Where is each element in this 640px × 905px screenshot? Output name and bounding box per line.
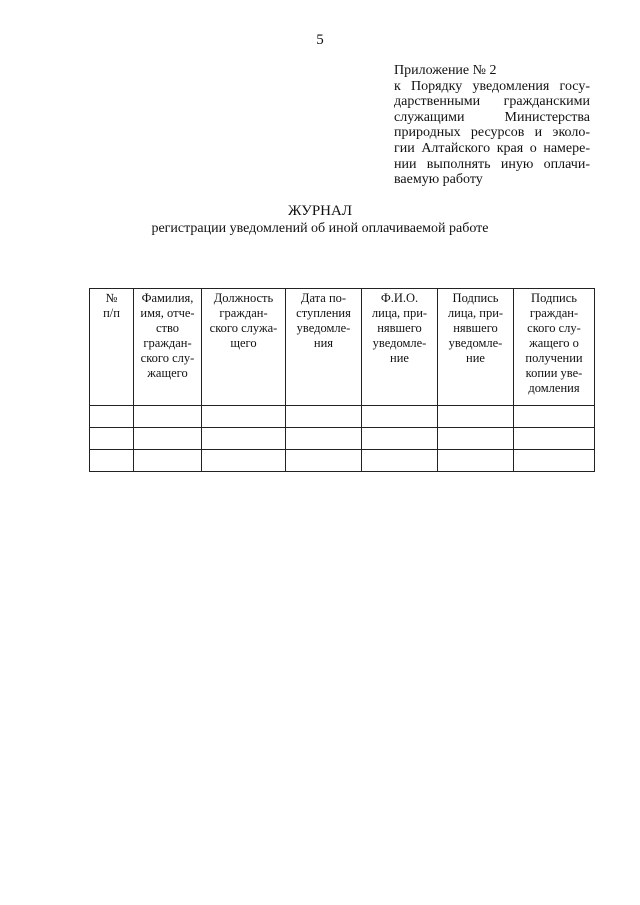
- column-header: [514, 289, 595, 406]
- appendix-text-line: природных ресурсов и эколо-: [394, 125, 590, 141]
- column-header-line: лица, при-: [447, 306, 504, 320]
- column-header-line: уведомле-: [372, 336, 427, 350]
- appendix-text-line: нии выполнять иную оплачи-: [394, 156, 590, 172]
- table-cell[interactable]: [286, 450, 362, 472]
- appendix-note: [394, 63, 590, 188]
- journal-subtitle: регистрации уведомлений об иной оплачиваемой работе: [151, 221, 489, 236]
- column-header: [134, 289, 202, 406]
- column-header-line: уведомле-: [296, 321, 351, 335]
- column-header-line: ния: [313, 336, 334, 350]
- column-header-line: ского слу-: [527, 321, 581, 335]
- table-cell[interactable]: [90, 450, 134, 472]
- table-cell[interactable]: [438, 406, 514, 428]
- table-cell[interactable]: [202, 406, 286, 428]
- column-header-line: ступления: [296, 306, 351, 320]
- column-header-line: жащего: [147, 366, 188, 380]
- column-header-line: домления: [528, 381, 580, 395]
- table-cell[interactable]: [514, 428, 595, 450]
- appendix-heading: Приложение № 2: [394, 63, 497, 78]
- column-header-line: имя, отче-: [140, 306, 195, 320]
- appendix-text-line: гии Алтайского края о намере-: [394, 140, 590, 156]
- column-header-line: уведомле-: [448, 336, 503, 350]
- table-cell[interactable]: [134, 406, 202, 428]
- column-header-line: Фамилия,: [141, 291, 194, 305]
- appendix-text-line: служащими Министерства: [394, 109, 590, 125]
- appendix-text-line: ваемую работу: [394, 172, 483, 188]
- column-header-line: ского слу-: [140, 351, 195, 365]
- table-cell[interactable]: [90, 406, 134, 428]
- table-cell[interactable]: [134, 428, 202, 450]
- column-header-line: граждан-: [143, 336, 192, 350]
- column-header-line: копии уве-: [525, 366, 583, 380]
- column-header-line: Дата по-: [300, 291, 347, 305]
- column-header-line: граждан-: [219, 306, 268, 320]
- column-header-line: ние: [466, 351, 485, 365]
- table-cell[interactable]: [362, 428, 438, 450]
- column-header-line: граждан-: [529, 306, 579, 320]
- table-cell[interactable]: [514, 406, 595, 428]
- column-header: [286, 289, 362, 406]
- journal-title: ЖУРНАЛ: [287, 203, 353, 219]
- column-header-line: Ф.И.О.: [380, 291, 419, 305]
- column-header: [90, 289, 134, 406]
- column-header-line: Подпись: [452, 291, 499, 305]
- table-cell[interactable]: [514, 450, 595, 472]
- column-header-line: Должность: [213, 291, 274, 305]
- table-cell[interactable]: [362, 406, 438, 428]
- column-header-line: №: [105, 291, 118, 305]
- table-cell[interactable]: [286, 428, 362, 450]
- column-header-line: ского служа-: [209, 321, 278, 335]
- column-header-line: нявшего: [453, 321, 498, 335]
- column-header: [362, 289, 438, 406]
- table-body: [90, 406, 595, 472]
- table-cell[interactable]: [286, 406, 362, 428]
- column-header: [438, 289, 514, 406]
- column-header-line: нявшего: [377, 321, 422, 335]
- table-row: [90, 428, 595, 450]
- table-cell[interactable]: [202, 428, 286, 450]
- column-header-line: лица, при-: [371, 306, 428, 320]
- appendix-text-line: к Порядку уведомления госу-: [394, 78, 590, 94]
- table-cell[interactable]: [202, 450, 286, 472]
- table-cell[interactable]: [90, 428, 134, 450]
- column-header: [202, 289, 286, 406]
- table-row: [90, 450, 595, 472]
- table-cell[interactable]: [438, 450, 514, 472]
- page-number: 5: [316, 32, 324, 48]
- column-header-line: ство: [155, 321, 180, 335]
- table-row: [90, 406, 595, 428]
- column-header-line: щего: [230, 336, 257, 350]
- appendix-text: [394, 79, 590, 188]
- column-header-line: ние: [390, 351, 409, 365]
- appendix-text-line: дарственными гражданскими: [394, 94, 590, 110]
- table-cell[interactable]: [438, 428, 514, 450]
- column-header-line: жащего о: [529, 336, 579, 350]
- register-table: [89, 288, 595, 472]
- column-header-line: Подпись: [531, 291, 577, 305]
- column-header-line: получении: [525, 351, 583, 365]
- table-cell[interactable]: [362, 450, 438, 472]
- table-cell[interactable]: [134, 450, 202, 472]
- table-header-row: [90, 289, 595, 406]
- column-header-line: п/п: [103, 306, 120, 320]
